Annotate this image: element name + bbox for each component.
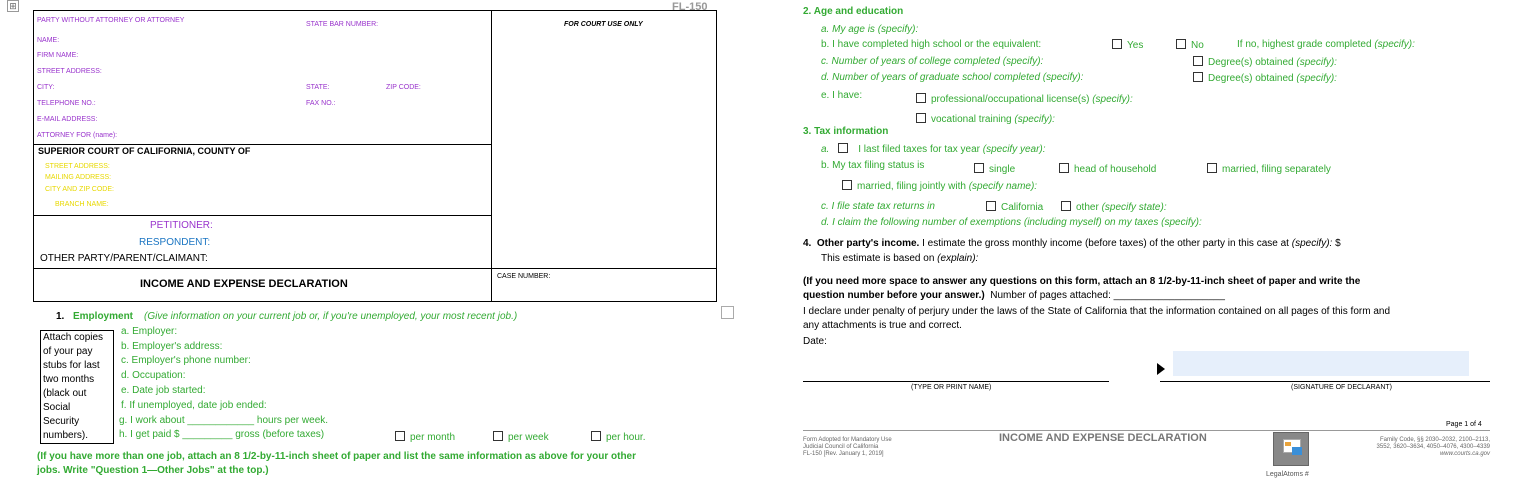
per-month-label: per month [410,432,456,443]
pages-attached-field[interactable]: Number of pages attached: ____________________ [990,290,1225,301]
other-income-num: 4. [803,238,812,249]
employer-field[interactable]: a. Employer: [121,326,178,337]
party-header: PARTY WITHOUT ATTORNEY OR ATTORNEY [37,17,185,24]
other-state-spec: (specify state): [1101,202,1167,213]
page-count: Page 1 of 4 [1446,421,1482,428]
petitioner-label: PETITIONER: [150,220,213,231]
email-label: E-MAIL ADDRESS: [37,116,98,123]
form-code: FL-150 [672,1,708,13]
per-hour-option[interactable] [591,431,645,443]
grad-degree-spec: (specify): [1296,73,1337,84]
legal-cite-2: 3552, 3620–3634, 4050–4076, 4300–4339 [1376,444,1490,450]
vocational-checkbox[interactable] [916,113,926,123]
other-party-label: OTHER PARTY/PARENT/CLAIMANT: [40,253,208,264]
hs-no-label: No [1191,40,1204,51]
space-note-2 [803,290,1225,301]
college-degree-label: Degree(s) obtained [1208,57,1294,68]
adopted-line-1: Form Adopted for Mandatory Use [803,437,892,443]
other-income-text: I estimate the gross monthly income (before taxes) of the other party in this case at [922,238,1289,249]
college-degree-checkbox[interactable] [1193,56,1203,66]
hours-field[interactable]: g. I work about ____________ hours per week. [119,415,329,426]
adopted-line-2: Judicial Council of California [803,444,879,450]
employment-heading: Employment [73,311,134,322]
grad-degree-checkbox[interactable] [1193,72,1203,82]
court-city-label: CITY AND ZIP CODE: [45,186,114,193]
employer-address-field[interactable]: b. Employer's address: [121,341,223,352]
per-hour-checkbox[interactable] [591,431,601,441]
mfj-checkbox[interactable] [842,180,852,190]
date-started-field[interactable]: e. Date job started: [121,385,206,396]
mfj-label: married, filing jointly with [857,181,966,192]
other-income-dollar: $ [1335,238,1341,249]
attach-line-8: numbers). [43,430,89,441]
street-label: STREET ADDRESS: [37,68,102,75]
age-field[interactable] [821,24,918,35]
space-note-2-text: question number before your answer.) [803,290,985,301]
grad-years-field[interactable] [821,72,1083,83]
attorney-for-label: ATTORNEY FOR (name): [37,132,118,139]
court-mailing-label: MAILING ADDRESS: [45,174,112,181]
age-spec: (specify): [877,24,919,35]
other-state-label: other [1076,202,1099,213]
estimate-basis-field[interactable] [821,253,978,264]
date-ended-field[interactable]: f. If unemployed, date job ended: [121,400,267,411]
form-title: INCOME AND EXPENSE DECLARATION [140,278,348,290]
college-years-field[interactable] [821,56,1043,67]
firm-name-label: FIRM NAME: [37,52,79,59]
courts-url[interactable]: www.courts.ca.gov [1439,451,1490,457]
estimate-basis-spec: (explain): [937,253,979,264]
tax-year-option[interactable] [821,143,1046,155]
legal-cite-1: Family Code, §§ 2030–2032, 2100–2113, [1380,437,1490,443]
other-state-checkbox[interactable] [1061,201,1071,211]
occupation-field[interactable]: d. Occupation: [121,370,186,381]
mfj-spec: (specify name): [968,181,1038,192]
age-label: a. My age is [821,24,875,35]
per-week-option[interactable] [493,431,549,443]
tax-year-label: I last filed taxes for tax year [858,144,980,155]
print-name-line[interactable] [803,381,1109,382]
exemptions-field[interactable] [821,217,1202,228]
employer-phone-field[interactable]: c. Employer's phone number: [121,355,251,366]
declaration-text-2: any attachments is true and correct. [803,320,962,331]
california-option[interactable] [986,201,1043,213]
high-school-label: b. I have completed high school or the equivalent: [821,39,1042,50]
attach-line-5: (black out [43,388,87,399]
vocational-option[interactable] [916,113,1055,125]
city-label: CITY: [37,84,55,91]
mfs-label: married, filing separately [1222,164,1331,175]
employment-note: (Give information on your current job or, if you're unemployed, your most recent job.) [144,311,518,322]
license-option[interactable] [916,93,1133,105]
hoh-option[interactable] [1059,163,1156,175]
estimate-basis-label: This estimate is based on [821,253,935,264]
single-label: single [989,164,1016,175]
attach-line-7: Security [43,416,80,427]
other-income-heading: Other party's income. [816,238,920,249]
vocational-spec: (specify): [1014,114,1055,125]
mfs-option[interactable] [1207,163,1331,175]
grad-degree-option[interactable] [1193,72,1337,84]
hoh-label: head of household [1074,164,1157,175]
court-branch-label: BRANCH NAME: [55,201,109,208]
college-degree-option[interactable] [1193,56,1337,68]
paid-field[interactable]: h. I get paid $ _________ gross (before taxes) [119,429,325,440]
per-week-label: per week [508,432,549,443]
tax-a-label: a. [821,144,830,155]
attach-line-3: stubs for last [43,360,100,371]
adopted-line-3: FL-150 [Rev. January 1, 2019] [803,451,884,457]
footer-title: INCOME AND EXPENSE DECLARATION [999,432,1207,444]
hoh-checkbox[interactable] [1059,163,1069,173]
court-street-label: STREET ADDRESS: [45,163,110,170]
tax-year-spec: (specify year): [982,144,1046,155]
employment-num: 1. [56,311,65,322]
logo-caption: LegalAtoms # [1266,471,1309,478]
employment-checkbox[interactable] [721,306,734,319]
court-use-label: FOR COURT USE ONLY [564,21,643,28]
respondent-label: RESPONDENT: [139,237,211,248]
attach-line-1: Attach copies [43,332,104,343]
grad-label: d. Number of years of graduate school completed [821,72,1041,83]
other-income-spec: (specify): [1291,238,1333,249]
per-month-checkbox[interactable] [395,431,405,441]
phone-label: TELEPHONE NO.: [37,100,96,107]
signature-field[interactable] [1173,351,1469,376]
state-bar-label: STATE BAR NUMBER: [306,21,379,28]
college-spec: (specify): [1002,56,1044,67]
other-state-option[interactable] [1061,201,1167,213]
mfj-option[interactable] [842,180,1037,192]
mfs-checkbox[interactable] [1207,163,1217,173]
attach-line-4: two months [43,374,95,385]
hs-yes-option[interactable] [1112,39,1143,51]
attach-line-2: of your pay [43,346,93,357]
license-checkbox[interactable] [916,93,926,103]
single-checkbox[interactable] [974,163,984,173]
fax-label: FAX NO.: [306,100,336,107]
hs-no-checkbox[interactable] [1176,39,1186,49]
exemptions-spec: (specify): [1161,217,1202,228]
per-week-checkbox[interactable] [493,431,503,441]
california-label: California [1001,202,1044,213]
filing-status-label: b. My tax filing status is [821,160,925,171]
declaration-text: I declare under penalty of perjury under the laws of the State of California that the information contained on all pages of this form and [803,306,1391,317]
zip-label: ZIP CODE: [386,84,421,91]
space-note: (If you need more space to answer any questions on this form, attach an 8 1/2-by-11-inch sheet of paper and write the [803,276,1361,287]
per-hour-label: per hour. [606,432,646,443]
state-label: STATE: [306,84,330,91]
age-edu-heading: 2. Age and education [803,6,904,17]
signature-caption: (SIGNATURE OF DECLARANT) [1291,384,1392,391]
pointer-arrow-icon [1157,363,1165,375]
case-number-label: CASE NUMBER: [497,273,551,280]
per-month-option[interactable] [395,431,455,443]
highest-grade-label: If no, highest grade completed [1237,39,1372,50]
grad-degree-label: Degree(s) obtained [1208,73,1294,84]
more-jobs-note-2: jobs. Write "Question 1—Other Jobs" at the top.) [37,465,269,476]
college-degree-spec: (specify): [1296,57,1337,68]
name-label: NAME: [37,37,60,44]
i-have-label: e. I have: [821,90,863,101]
single-option[interactable] [974,163,1015,175]
attach-line-6: Social [43,402,71,413]
license-spec: (specify): [1092,94,1133,105]
hs-no-option[interactable] [1176,39,1204,51]
move-handle-icon[interactable]: ⊞ [7,0,19,12]
legalatoms-logo-icon [1273,432,1309,466]
signature-line [1160,381,1490,382]
tax-year-checkbox[interactable] [838,143,848,153]
grad-spec: (specify): [1042,72,1084,83]
college-label: c. Number of years of college completed [821,56,1000,67]
tax-heading: 3. Tax information [803,126,889,137]
exemptions-label: d. I claim the following number of exemptions (including myself) on my taxes [821,217,1159,228]
california-checkbox[interactable] [986,201,996,211]
more-jobs-note: (If you have more than one job, attach an 8 1/2-by-11-inch sheet of paper and list the same information as above for your other [37,451,637,462]
highest-grade-spec: (specify): [1374,39,1415,50]
license-label: professional/occupational license(s) [931,94,1090,105]
state-returns-label: c. I file state tax returns in [821,201,935,212]
vocational-label: vocational training [931,114,1012,125]
date-label: Date: [803,336,827,347]
court-title: SUPERIOR COURT OF CALIFORNIA, COUNTY OF [38,146,251,156]
other-income-field[interactable] [803,238,1341,249]
highest-grade-field[interactable] [1237,39,1415,50]
hs-yes-label: Yes [1127,40,1144,51]
hs-yes-checkbox[interactable] [1112,39,1122,49]
print-name-caption: (TYPE OR PRINT NAME) [911,384,992,391]
